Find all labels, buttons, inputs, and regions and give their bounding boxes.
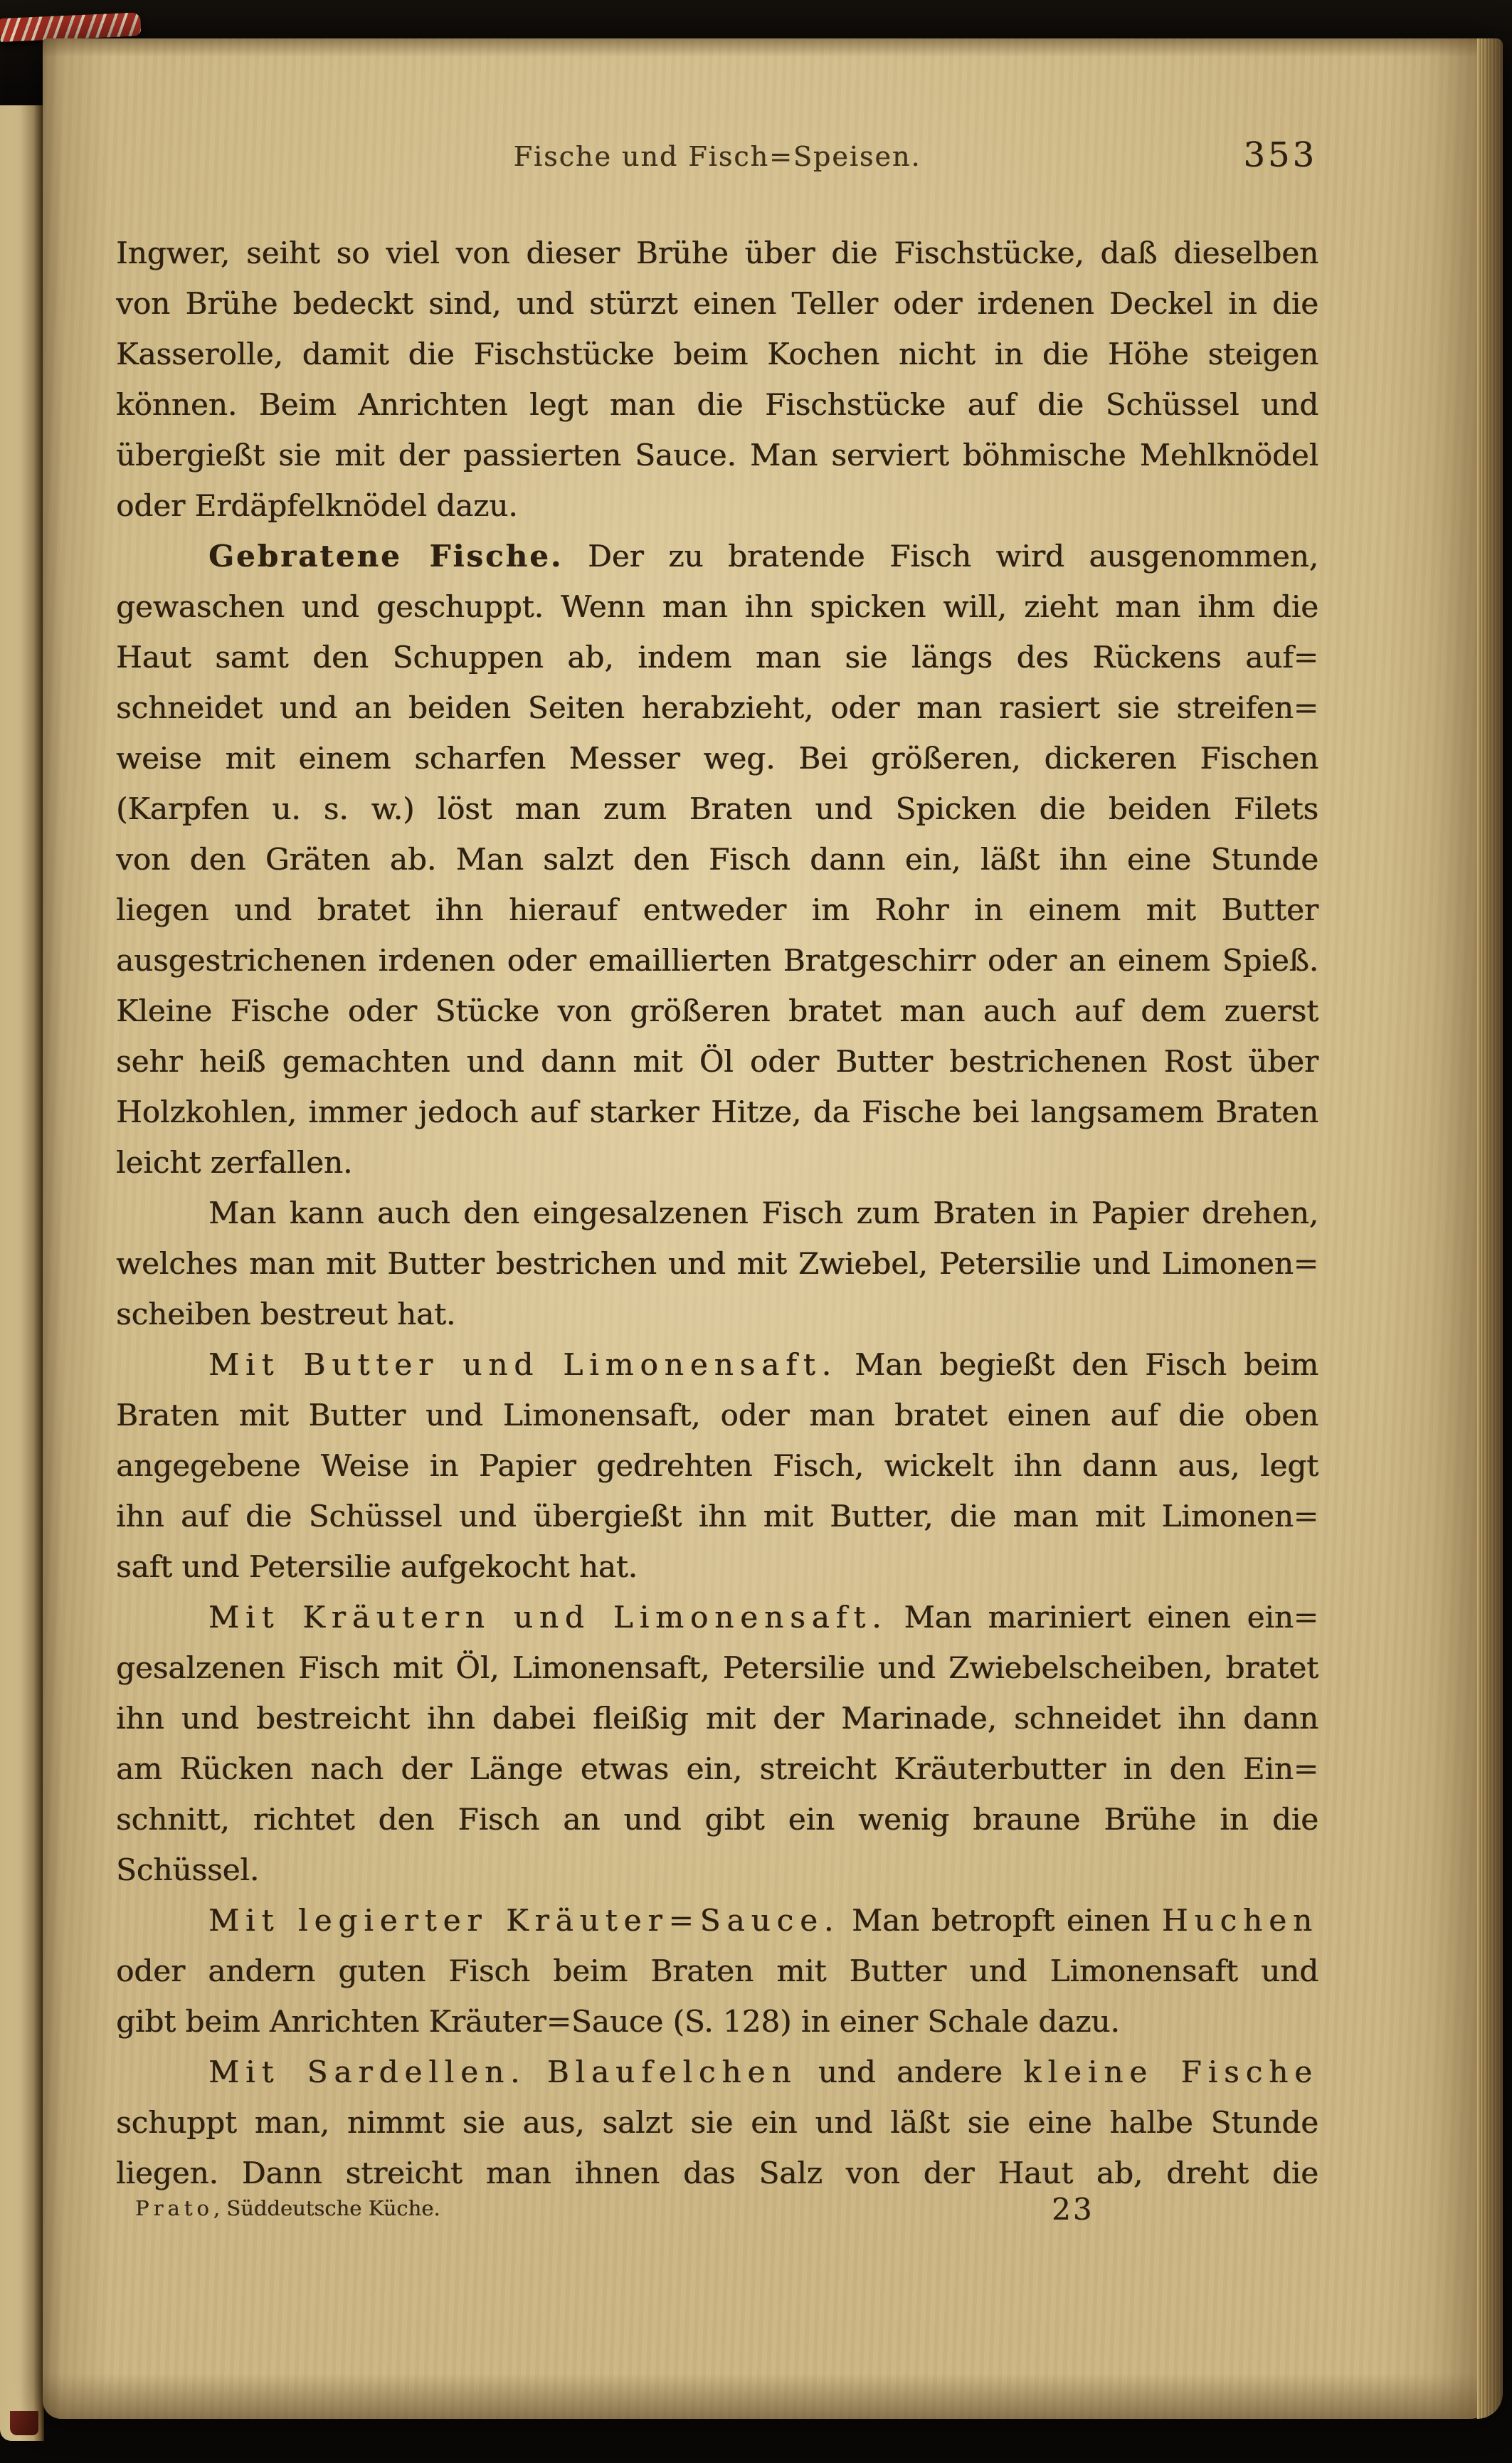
text-line — [116, 1339, 1318, 1390]
body-text-segment: am Rücken nach der Länge etwas ein, streicht Kräuterbutter in den Ein= — [116, 1751, 1318, 1786]
paragraph — [116, 1339, 1318, 1592]
body-text-segment: Der zu bratende Fisch wird ausgenommen, — [563, 539, 1318, 574]
text-line — [116, 834, 1318, 885]
text-line — [116, 1390, 1318, 1440]
text-line — [116, 1592, 1318, 1642]
text-line — [116, 2148, 1318, 2198]
text-line — [116, 1794, 1318, 1845]
body-text-segment: leicht zerfallen. — [116, 1145, 353, 1180]
text-line — [116, 228, 1318, 278]
body-text-segment: welches man mit Butter bestrichen und mit Zwiebel, Petersilie und Limonen= — [116, 1246, 1318, 1281]
text-line — [116, 1541, 1318, 1592]
body-text-segment: Kleine Fische oder Stücke von größeren bratet man auch auf dem zuerst — [116, 993, 1318, 1028]
emphasized-spaced-text: Mit Butter und Limonensaft. — [208, 1347, 837, 1382]
text-line — [116, 885, 1318, 935]
emphasized-spaced-text: Mit legierter Kräuter=Sauce. — [208, 1903, 840, 1938]
running-head — [116, 141, 1318, 172]
text-line — [116, 581, 1318, 632]
body-text-segment: oder andern guten Fisch beim Braten mit Butter und Limonensaft und — [116, 1953, 1318, 1988]
book-title: , Süddeutsche Küche. — [213, 2196, 440, 2220]
body-text-segment: sehr heiß gemachten und dann mit Öl oder Butter bestrichenen Rost über — [116, 1044, 1318, 1079]
emphasized-spaced-text: Huchen — [1161, 1903, 1318, 1938]
body-text-segment: liegen und bratet ihn hierauf entweder im Rohr in einem mit Butter — [116, 892, 1318, 927]
text-line — [116, 2097, 1318, 2148]
text-line — [116, 1289, 1318, 1339]
text-line — [116, 1744, 1318, 1794]
footer-line — [116, 2196, 1318, 2220]
body-text-segment: liegen. Dann streicht man ihnen das Salz von der Haut ab, dreht die — [116, 2156, 1318, 2190]
paragraph — [116, 228, 1318, 531]
body-text-segment: gewaschen und geschuppt. Wenn man ihn spicken will, zieht man ihm die — [116, 589, 1318, 624]
paragraph — [116, 2047, 1318, 2198]
body-text — [116, 228, 1318, 2198]
paragraph — [116, 1895, 1318, 2047]
body-text-segment: Man betropft einen — [840, 1903, 1162, 1938]
body-text-segment: von Brühe bedeckt sind, und stürzt einen Teller oder irdenen Deckel in die — [116, 286, 1318, 321]
body-text-segment: scheiben bestreut hat. — [116, 1297, 456, 1331]
text-line — [116, 682, 1318, 733]
printed-area — [116, 38, 1318, 2419]
body-text-segment: schuppt man, nimmt sie aus, salzt sie ein und läßt sie eine halbe Stunde — [116, 2105, 1318, 2140]
body-text-segment — [526, 2055, 546, 2089]
body-text-segment: gesalzenen Fisch mit Öl, Limonensaft, Petersilie und Zwiebelscheiben, bratet — [116, 1650, 1318, 1685]
facing-page-edge — [0, 105, 44, 2441]
recipe-heading-bold: Gebratene Fische. — [208, 539, 564, 574]
text-line — [116, 1087, 1318, 1137]
body-text-segment: (Karpfen u. s. w.) löst man zum Braten und Spicken die beiden Filets — [116, 791, 1318, 826]
text-line — [116, 480, 1318, 531]
body-text-segment: ihn und bestreicht ihn dabei fleißig mit der Marinade, schneidet ihn dann — [116, 1701, 1318, 1736]
text-line — [116, 1996, 1318, 2047]
emphasized-spaced-text: Mit Sardellen. — [208, 2055, 527, 2089]
text-line — [116, 1642, 1318, 1693]
chapter-title: Fische und Fisch=Speisen. — [513, 141, 921, 172]
text-line — [116, 1188, 1318, 1238]
headband — [0, 12, 142, 42]
book-page — [43, 38, 1503, 2419]
body-text-segment: können. Beim Anrichten legt man die Fischstücke auf die Schüssel und — [116, 387, 1318, 422]
text-line — [116, 632, 1318, 682]
text-line — [116, 1137, 1318, 1188]
body-text-segment: Holzkohlen, immer jedoch auf starker Hitze, da Fische bei langsamem Braten — [116, 1095, 1318, 1129]
paragraph — [116, 531, 1318, 1188]
body-text-segment: gibt beim Anrichten Kräuter=Sauce (S. 128) in einer Schale dazu. — [116, 2004, 1120, 2039]
body-text-segment: Kasserolle, damit die Fischstücke beim Kochen nicht in die Höhe steigen — [116, 337, 1318, 371]
text-line — [116, 1440, 1318, 1491]
text-line — [116, 784, 1318, 834]
body-text-segment: Schüssel. — [116, 1852, 260, 1887]
body-text-segment: Man kann auch den eingesalzenen Fisch zum Braten in Papier drehen, — [208, 1196, 1318, 1230]
text-line — [116, 531, 1318, 581]
page-number: 353 — [1243, 135, 1317, 175]
text-line — [116, 986, 1318, 1036]
text-line — [116, 1946, 1318, 1996]
body-text-segment: und andere — [797, 2055, 1024, 2089]
text-line — [116, 379, 1318, 430]
text-line — [116, 935, 1318, 986]
fore-edge-pages — [1477, 38, 1503, 2419]
body-text-segment: saft und Petersilie aufgekocht hat. — [116, 1549, 638, 1584]
text-line — [116, 1491, 1318, 1541]
signature-number: 23 — [1052, 2192, 1094, 2227]
text-line — [116, 278, 1318, 329]
body-text-segment: Man begießt den Fisch beim — [837, 1347, 1318, 1382]
text-line — [116, 1036, 1318, 1087]
emphasized-spaced-text: Blaufelchen — [546, 2055, 798, 2089]
text-line — [116, 329, 1318, 379]
body-text-segment: schneidet und an beiden Seiten herabzieht, oder man rasiert sie streifen= — [116, 690, 1318, 725]
body-text-segment: Ingwer, seiht so viel von dieser Brühe über die Fischstücke, daß dieselben — [116, 236, 1318, 270]
text-line — [116, 1238, 1318, 1289]
text-line — [116, 1895, 1318, 1946]
body-text-segment: oder Erdäpfelknödel dazu. — [116, 488, 518, 523]
author-name: Prato — [135, 2196, 213, 2220]
body-text-segment: angegebene Weise in Papier gedrehten Fisch, wickelt ihn dann aus, legt — [116, 1448, 1318, 1483]
body-text-segment: übergießt sie mit der passierten Sauce. Man serviert böhmische Mehlknödel — [116, 438, 1318, 473]
emphasized-spaced-text: Mit Kräutern und Limonensaft. — [208, 1600, 888, 1635]
body-text-segment: schnitt, richtet den Fisch an und gibt ein wenig braune Brühe in die — [116, 1802, 1318, 1837]
text-line — [116, 430, 1318, 480]
text-line — [116, 2047, 1318, 2097]
body-text-segment: Haut samt den Schuppen ab, indem man sie längs des Rückens auf= — [116, 640, 1318, 675]
body-text-segment: Man mariniert einen ein= — [887, 1600, 1318, 1635]
body-text-segment: Braten mit Butter und Limonensaft, oder man bratet einen auf die oben — [116, 1398, 1318, 1433]
text-line — [116, 1845, 1318, 1895]
body-text-segment: ausgestrichenen irdenen oder emaillierten Bratgeschirr oder an einem Spieß. — [116, 943, 1318, 978]
text-line — [116, 733, 1318, 784]
fore-edge-shadow — [1429, 38, 1479, 2419]
paragraph — [116, 1188, 1318, 1339]
body-text-segment: ihn auf die Schüssel und übergießt ihn mit Butter, die man mit Limonen= — [116, 1499, 1318, 1534]
body-text-segment: von den Gräten ab. Man salzt den Fisch dann ein, läßt ihn eine Stunde — [116, 842, 1318, 877]
emphasized-spaced-text: kleine Fische — [1023, 2055, 1318, 2089]
paragraph — [116, 1592, 1318, 1895]
marbled-edge-corner — [10, 2411, 38, 2435]
text-line — [116, 1693, 1318, 1744]
body-text-segment: weise mit einem scharfen Messer weg. Bei größeren, dickeren Fischen — [116, 741, 1318, 776]
